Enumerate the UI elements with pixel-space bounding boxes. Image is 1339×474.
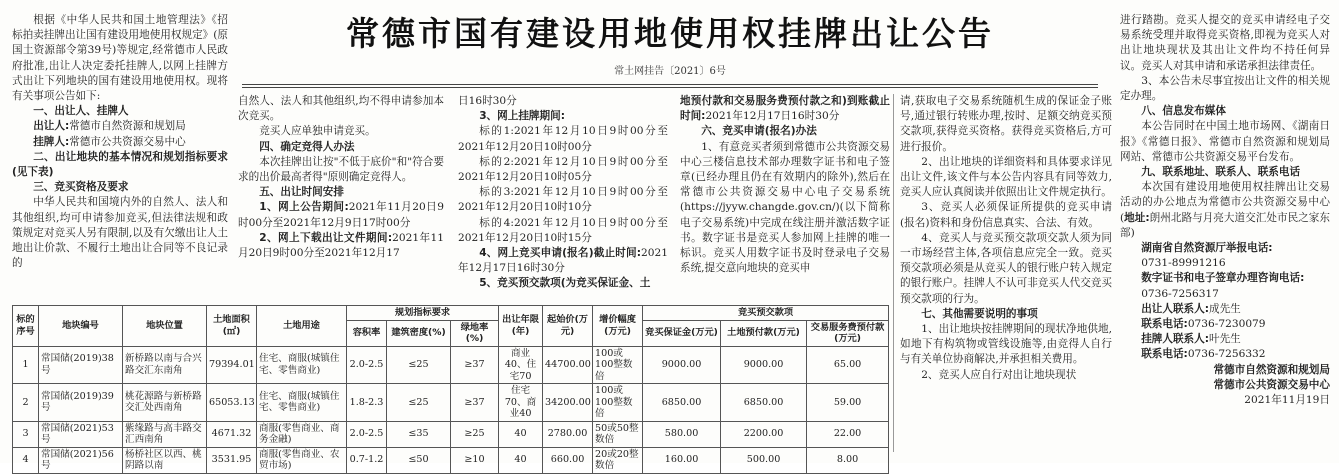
- cell-years: 40: [499, 421, 543, 447]
- report-phone-value: 0731-89991216: [1141, 257, 1226, 270]
- transferor-phone: [1120, 317, 1330, 332]
- column-1: [12, 13, 228, 303]
- header-deposit: 竞买保证金(万元): [643, 320, 721, 346]
- cell-use: 住宅、商服(城镇住宅、零售商业): [257, 384, 347, 422]
- column-6: [1120, 13, 1330, 459]
- section-8-heading: 八、信息发布媒体: [1141, 105, 1226, 118]
- header-green: 绿地率(%): [451, 320, 499, 346]
- cell-seq: 1: [13, 346, 39, 384]
- header-years: 出让年限(年): [499, 306, 543, 347]
- transferor-contact-label: 出让人联系人:: [1141, 302, 1209, 315]
- section-9-heading: 九、联系地址、联系人、联系电话: [1141, 166, 1301, 179]
- cell-years: 40: [499, 447, 543, 473]
- cell-location: 杨桥社区以西、桃阴路以南: [123, 447, 207, 473]
- col5-paragraph-2: 2、出让地块的详细资料和具体要求详见出让文件,该文件与本公告内容具有同等效力,竞买人应认真阅读并依照出让文件规定执行。: [900, 155, 1112, 199]
- cell-prepayment: 2200.00: [721, 421, 807, 447]
- section-9-text-a: 本次国有建设用地使用权挂牌出让交易活动的办公地点为常德市公共资源交易中心(: [1120, 181, 1330, 224]
- lot-2-period: 标的2:2021年12月10日9时00分至2021年12月20日10时05分: [458, 155, 668, 184]
- cert-phone-value: 0736-7256317: [1141, 287, 1219, 300]
- section-7-paragraph-2: 2、竞买人应自行对出让地块现状: [921, 368, 1077, 381]
- column-3: [458, 94, 668, 304]
- cell-deposit: 580.00: [643, 421, 721, 447]
- column-divider: [893, 94, 894, 452]
- section-5-heading: 五、出让时间安排: [259, 186, 344, 199]
- cell-density: ≤35: [387, 421, 451, 447]
- cell-location: 紫缘路与高丰路交汇西南角: [123, 421, 207, 447]
- table-row: [13, 421, 889, 447]
- listing-party-line: [12, 135, 228, 150]
- transferor-contact-value: 成先生: [1209, 302, 1241, 315]
- download-period: [238, 231, 444, 261]
- notice-date: 2021年11月19日: [1244, 394, 1330, 407]
- table-header-row-1: [13, 306, 889, 321]
- cell-location: 桃花源路与新桥路交汇处西南角: [123, 384, 207, 422]
- cell-service-fee: 59.00: [807, 384, 889, 422]
- lot-4-period: 标的4:2021年12月10日9时00分至2021年12月20日10时15分: [458, 216, 668, 244]
- transferor-contact: [1120, 302, 1330, 317]
- listing-phone: [1120, 347, 1330, 362]
- listing-party-value: 常德市公共资源交易中心: [69, 135, 186, 148]
- lot-1-period: 标的1:2021年12月10日9时00分至2021年12月20日10时00分: [458, 125, 668, 153]
- cell-service-fee: 22.00: [807, 421, 889, 447]
- cell-seq: 4: [13, 447, 39, 473]
- cert-phone-label: 数字证书和电子签章办理咨询电话:: [1141, 272, 1305, 285]
- col6-paragraph-1: 进行踏勘。竞买人提交的竞买申请经电子交易系统受理并取得竞买资格,即视为竞买人对出让地块现状及其出让文件均不持任何异议。竞买人对其申请和承诺承担法律责任。: [1120, 14, 1330, 72]
- section-6-paragraph: 1、有意竞买者须到常德市公共资源交易中心三楼信息技术部办理数字证书和电子签章(已经办理且仍在有效期内的除外),然后在常德市公共资源交易中心电子交易系统(https://jyyw.changde.gov.cn/)(以下简称电子交易系统)中完成在线注册并激活数字证书。数字证书是竞买人参加网上挂牌的唯一标识。竞买人用数字证书及时登录电子交易系统,提交意向地块的竞买申: [680, 140, 890, 275]
- transferor-phone-label: 联系电话:: [1141, 318, 1188, 331]
- section-7-heading: 七、其他需要说明的事项: [921, 307, 1038, 320]
- section-4-paragraph: 本次挂牌出让按"不低于底价"和"符合要求的出价最高者得"原则确定竞得人。: [238, 155, 444, 184]
- section-7-paragraph-1: 1、出让地块按挂牌期间的现状净地供地,如地下有构筑物或管线设施等,由竞得人自行与有关单位协商解决,并承担相关费用。: [900, 323, 1112, 366]
- cell-density: ≤25: [387, 384, 451, 422]
- header-start-price: 起始价(万元): [543, 306, 593, 347]
- header-prepayment: 土地预付款(万元): [721, 320, 807, 346]
- listing-contact-value: 叶先生: [1209, 333, 1241, 346]
- deposit-deadline: [680, 94, 890, 124]
- cell-green: ≥25: [451, 421, 499, 447]
- cell-code: 常国储(2021)53号: [39, 421, 123, 447]
- header-deposit-group: 竞买预交款项: [643, 306, 889, 321]
- cell-increment: 50或50整数倍: [593, 421, 643, 447]
- table-row: [13, 384, 889, 422]
- cell-code: 常国储(2021)56号: [39, 447, 123, 473]
- table-row: [13, 346, 889, 384]
- section-4-heading: 四、确定竞得人办法: [259, 140, 355, 153]
- cell-increment: 100或100整数倍: [593, 346, 643, 384]
- header-plan: 规划指标要求: [347, 306, 499, 321]
- section-6-heading: 六、竞买申请(报名)办法: [701, 125, 817, 138]
- cell-density: ≤25: [387, 346, 451, 384]
- section-2-heading: 二、出让地块的基本情况和规划指标要求(见下表): [12, 150, 228, 179]
- signature-trading-center: 常德市公共资源交易中心: [1213, 378, 1330, 391]
- cell-years: 住宅70、商业40: [499, 384, 543, 422]
- cell-increment: 100或100整数倍: [593, 384, 643, 422]
- transferor-value: 常德市自然资源和规划局: [69, 120, 186, 133]
- cell-start-price: 44700.00: [543, 346, 593, 384]
- header-area: 土地面积(㎡): [207, 306, 257, 347]
- header-seq: 标的序号: [13, 306, 39, 347]
- section-8-paragraph: 本公告同时在中国土地市场网、《湖南日报》《常德日报》、常德市自然资源和规划局网站、常德市公共资源交易平台发布。: [1120, 120, 1330, 163]
- download-period-text: 2021年11月20日9时00分至2021年12月17: [238, 231, 444, 260]
- deposit-deadline-text: 2021年12月17日16时30分: [705, 110, 840, 123]
- cell-area: 3531.95: [207, 447, 257, 473]
- col3-paragraph-0: 日16时30分: [458, 95, 517, 107]
- col2-paragraph-1: 自然人、法人和其他组织,均不得申请参加本次竞买。: [238, 95, 444, 123]
- cell-increment: 20或20整数倍: [593, 447, 643, 473]
- cell-deposit: 6850.00: [643, 384, 721, 422]
- announce-period-label: 1、网上公告期间:: [259, 201, 349, 214]
- address-label: 地址:: [1124, 211, 1150, 224]
- cell-prepayment: 9000.00: [721, 346, 807, 384]
- cell-area: 65053.13: [207, 384, 257, 422]
- title-rule: [242, 84, 1098, 85]
- notice-title: 常德市国有建设用地使用权挂牌出让公告: [346, 14, 994, 53]
- download-period-label: 2、网上下载出让文件期间:: [259, 231, 393, 244]
- cell-use: 商服(零售商业、商务金融): [257, 421, 347, 447]
- cell-service-fee: 8.00: [807, 447, 889, 473]
- listing-contact: [1120, 332, 1330, 347]
- title-rule-thin: [242, 87, 1098, 88]
- cell-green: ≥10: [451, 447, 499, 473]
- cell-code: 常国储(2019)39号: [39, 384, 123, 422]
- cell-far: 0.7-1.2: [347, 447, 387, 473]
- column-5: [900, 94, 1112, 456]
- registration-deadline-label: 4、网上竞买申请(报名)截止时间:: [479, 247, 642, 260]
- cell-seq: 2: [13, 384, 39, 422]
- cell-far: 1.8-2.3: [347, 384, 387, 422]
- cell-years: 商业40、住宅70: [499, 346, 543, 384]
- cell-green: ≥37: [451, 346, 499, 384]
- cell-green: ≥37: [451, 384, 499, 422]
- cell-use: 住宅、商服(城镇住宅、零售商业): [257, 346, 347, 384]
- listing-contact-label: 挂牌人联系人:: [1141, 333, 1209, 346]
- deposit-deadline-label-cont: 地预付款和交易服务费预付款之和)到账截止时间:: [680, 95, 890, 123]
- document-number: 常土网挂告〔2021〕6号: [614, 66, 726, 77]
- table-row: [13, 447, 889, 473]
- cell-start-price: 34200.00: [543, 384, 593, 422]
- col2-paragraph-2: 竞买人应单独申请竞买。: [259, 125, 376, 138]
- lot-3-period: 标的3:2021年12月10日9时00分至2021年12月20日10时10分: [458, 186, 668, 214]
- col5-paragraph-4: 4、竞买人与竞买预交款项交款人须为同一市场经营主体,各项信息应完全一致。竞买预交款项必须是从竞买人的银行账户转入规定的银行账户。挂牌人不认可非竞买人代交竞买预交款项的行为。: [900, 231, 1112, 305]
- section-1-heading: 一、出让人、挂牌人: [33, 105, 129, 118]
- col5-paragraph-1: 请,获取电子交易系统随机生成的保证金子账号,通过银行转账办理,按时、足额交纳竞买预交款项,获得竞买资格。获得竞买资格后,方可进行报价。: [900, 95, 1112, 153]
- signature-bureau: 常德市自然资源和规划局: [1213, 363, 1330, 376]
- col5-paragraph-3: 3、竞买人必须保证所提供的竞买申请(报名)资料和身份信息真实、合法、有效。: [900, 201, 1112, 229]
- cell-service-fee: 65.00: [807, 346, 889, 384]
- registration-deadline-text: 2021年12月17日16时30分: [458, 247, 668, 275]
- cell-far: 2.0-2.5: [347, 346, 387, 384]
- report-phone-label: 湖南省自然资源厅举报电话:: [1141, 242, 1273, 255]
- cell-deposit: 9000.00: [643, 346, 721, 384]
- listing-party-label: 挂牌人:: [33, 135, 70, 148]
- announce-period: [238, 200, 444, 230]
- land-parcel-table: [12, 305, 889, 474]
- transferor-line: [12, 119, 228, 134]
- cell-location: 新桥路以南与合兴路交汇东南角: [123, 346, 207, 384]
- header-increment: 增价幅度(万元): [593, 306, 643, 347]
- header-code: 地块编号: [39, 306, 123, 347]
- cell-prepayment: 6850.00: [721, 384, 807, 422]
- section-9-paragraph: [1120, 180, 1330, 241]
- deposit-deadline-label: 5、竞买预交款项(为竞买保证金、土: [479, 277, 651, 290]
- header-density: 建筑密度(%): [387, 320, 451, 346]
- cell-seq: 3: [13, 421, 39, 447]
- intro-paragraph: 根据《中华人民共和国土地管理法》《招标拍卖挂牌出让国有建设用地使用权规定》(原国土资源部令第39号)等规定,经常德市人民政府批准,出让人决定委托挂牌人,以网上挂牌方式出让下列地块的国有建设用地使用权。现将有关事项公告如下:: [12, 14, 229, 103]
- cell-density: ≤50: [387, 447, 451, 473]
- header-service-fee: 交易服务费预付款(万元): [807, 320, 889, 346]
- transferor-phone-value: 0736-7230079: [1187, 318, 1266, 331]
- listing-phone-label: 联系电话:: [1141, 348, 1188, 361]
- cell-deposit: 160.00: [643, 447, 721, 473]
- column-2: [238, 94, 444, 304]
- cell-area: 4671.32: [207, 421, 257, 447]
- announce-period-text: 2021年11月20日9时00分至2021年12月9日17时00分: [238, 201, 444, 229]
- cell-start-price: 2780.00: [543, 421, 593, 447]
- header-use: 土地用途: [257, 306, 347, 347]
- section-9-text-b: 朗州北路与月亮大道交汇处市民之家东部): [1120, 211, 1330, 239]
- col6-paragraph-2: 3、本公告未尽事宜按出让文件的相关规定办理。: [1120, 74, 1330, 103]
- cell-far: 2.0-2.5: [347, 421, 387, 447]
- section-3-heading: 三、竞买资格及要求: [33, 181, 129, 194]
- header-far: 容积率: [347, 320, 387, 346]
- cell-area: 79394.01: [207, 346, 257, 384]
- cell-prepayment: 500.00: [721, 447, 807, 473]
- transferor-label: 出让人:: [33, 120, 70, 133]
- column-4: [680, 94, 890, 304]
- listing-phone-value: 0736-7256332: [1187, 348, 1266, 361]
- header-location: 地块位置: [123, 306, 207, 347]
- section-3-paragraph: 中华人民共和国境内外的自然人、法人和其他组织,均可申请参加竞买,但法律法规和政策规定对竞买人另有限制,以及有欠缴出让人土地出让价款、不履行土地出让合同等不良记录的: [12, 196, 228, 270]
- cell-code: 常国储(2019)38号: [39, 346, 123, 384]
- registration-deadline: [458, 246, 668, 276]
- cell-use: 商服(零售商业、农贸市场): [257, 447, 347, 473]
- listing-period-label: 3、网上挂牌期间:: [479, 110, 565, 123]
- cell-start-price: 660.00: [543, 447, 593, 473]
